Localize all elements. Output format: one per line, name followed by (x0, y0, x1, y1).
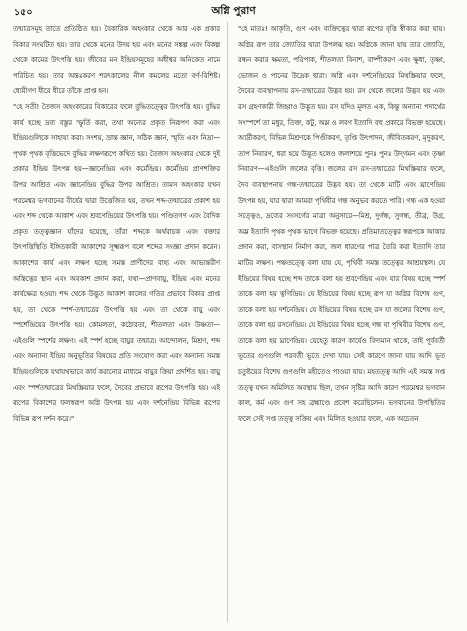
paragraph: তন্মাত্রসমূহ তাতে প্রতিষ্ঠিত হয়। বৈকারিক অহংকার থেকে আর এক প্রকার বিকার সংঘটিত হয়। তার থেকে মনের উদয় হয় এবং মনের সঙ্কল্প এবং বিকল্প থেকে কামের উৎপত্তি হয়। জীবের মন ইন্দ্রিয়সমূহের অধীশ্বর অনিকেত নামে পরিচিত হয়। তার অন্তঃকরণ শরৎকালের নীল কমলের মতো বর্ণ-বিশিষ্ট। ধ্যেয়ীগণ ধীরে ধীরে তাঁকে প্রাপ্ত হন। (13, 25, 220, 96)
running-title: অগ্নি পুরাণ (211, 5, 256, 17)
paragraph: "হে সতী! তৈজস অহংকারের বিকারের ফলে বুদ্ধিতত্ত্বের উৎপত্তি হয়। বুদ্ধির কার্য হচ্ছে দ্রব্য বস্তুর স্ফূর্তি করা, তথা অন্যের প্রকৃত নিরূপণ করা এবং ইন্দ্রিয়গুলিকে সাহায্য করা। সংশয়, ভ্রান্ত জ্ঞান, সঠিক জ্ঞান, স্মৃতি এবং নিদ্রা—পৃথক পৃথক বৃত্তিভেদে বুদ্ধির লক্ষণরূপে কথিত হয়। তৈজস অহংকার থেকে দুই প্রকার ইন্দ্রিয় উৎপন্ন হয়—জ্ঞানেন্দ্রিয় এবং কর্মেন্দ্রিয়। কর্মেন্দ্রিয় প্রাণশক্তির উপর আশ্রিত এবং জ্ঞানেন্দ্রিয় বুদ্ধির উপর আশ্রিত। তামস অহংকার যখন পরমেশ্বর ভগবানের বীর্যের দ্বারা উত্তেজিত হয়, তখন শব্দ-তন্মাত্রের প্রকাশ হয় এবং শব্দ থেকে আকাশ এবং শ্রবণেন্দ্রিয়ের উৎপত্তি হয়। পণ্ডিতগণ এবং বৈদিক প্রকৃত তত্ত্বজ্ঞান যাঁদের হয়েছে, তাঁরা শব্দকে অর্থবাচক এবং বক্তার উৎপত্তিস্থিতি ইঙ্গিতকারী আকাশের সূক্ষ্মরূপ বলে শব্দের সংজ্ঞা প্রদান করেন। আকাশের কার্য এবং লক্ষণ হচ্ছে সমস্ত প্রাণীদের বাহ্য এবং আভ্যন্তরীণ অস্তিত্বের স্থান এবং অবকাশ প্রদান করা, যথা—প্রাণবায়ু, ইন্দ্রিয় এবং মনের কার্যক্ষেত্র হওয়া। শব্দ থেকে উদ্ভূত আকাশ কালের গতির প্রভাবে বিকার প্রাপ্ত হয়, তা থেকে স্পর্শ-তন্মাত্রের উৎপত্তি হয় এবং তা থেকে বায়ু এবং স্পর্শেন্দ্রিয়ের উৎপত্তি হয়। কোমলতা, কঠোরতা, শীতলতা এবং উষ্ণতা—এইগুলি স্পর্শের লক্ষণ। এই স্পর্শ হচ্ছে বায়ুর তন্মাত্র। আন্দোলন, মিশ্রণ, শব্দ এবং অন্যান্য ইন্দ্রিয় অনুভূতির বিষয়ের প্রতি সংযোগ করা এবং অন্যান্য সমস্ত ইন্দ্রিয়গুলিকে যথাযথভাবে কার্য করানোর মাধ্যমে বায়ুর ক্রিয়া প্রদর্শিত হয়। বায়ু এবং স্পর্শতন্মাত্রের মিথস্ক্রিয়ার ফলে, দৈবের প্রভাবে রূপের উৎপত্তি হয়। এই রূপের বিকাশের ফলস্বরূপ অগ্নি উৎপন্ন হয় এবং দর্শনেন্দ্রিয় বিভিন্ন রূপের বিভিন্ন রূপ দর্শন করে।" (13, 102, 220, 423)
paragraph: "হে মাতঃ! আকৃতি, গুণ এবং ব্যক্তিত্বের দ্বারা রূপের বৃত্তি স্বীকার করা যায়। অগ্নির রূপ তার জ্যোতির দ্বারা উপলব্ধ হয়। অগ্নিকে জানা যায় তার জ্যোতি, রন্ধন করার ক্ষমতা, পরিপাক, শীতলতা বিনাশ, বাষ্পীকরণ এবং ক্ষুধা, তৃষ্ণা, ভোজন ও পানের উদ্রেক দ্বারা। অগ্নি এবং দর্শনেন্দ্রিয়ের মিথস্ক্রিয়ার ফলে, দৈবের ব্যবস্থাপনায় রস-তন্মাত্রের উদ্ভব হয়। রস থেকে জলের উদ্ভব হয় এবং রস গ্রহণকারী জিহ্বাও উদ্ভূত হয়। রস যদিও মূলত এক, কিন্তু অন্যান্য পদার্থের সংস্পর্শে তা মধুর, তিক্ত, কটু, অম্ল ও লবণ ইত্যাদি বহু প্রকারে বিভক্ত হয়েছে। আর্দ্রীকরণ, বিভিন্ন মিশ্রণকে পিণ্ডীকরণ, তৃপ্তি উৎপাদন, জীবিতকরণ, মৃদুকরণ, তাপ নিবারণ, ধরা হয়ে উদ্ভূত হলেও জলাশয়ে পুনঃ পুনঃ উদ্‌গমন এবং তৃষ্ণা নিবারণ—এইগুলি জলের বৃত্তি। জলের রস রস-তন্মাত্রের মিথস্ক্রিয়ার ফলে, দৈব ব্যবস্থাপনায় গন্ধ-তন্মাত্রের উদ্ভব হয়। তা থেকে মাটি এবং ঘ্রাণেন্দ্রিয় উৎপন্ন হয়, যার দ্বারা আমরা পৃথিবীর গন্ধ অনুভব করতে পারি। গন্ধ এক হওয়া সত্ত্বেও, দ্রব্যের সংসর্গের মাত্রা অনুসারে—মিশ্র, দুর্গন্ধ, সুগন্ধ, তীব্র, উগ্র, অম্ল ইত্যাদি পৃথক পৃথক ভাগে বিভক্ত হয়েছে। প্রতিমাতত্ত্বের স্বরূপকে আকার প্রদান করা, বাসস্থান নির্মাণ করা, জল ধারণের পাত্র তৈরি করা ইত্যাদি তার মাটির লক্ষণ। পঞ্চতত্ত্বে বলা যায় যে, পৃথিবী সমস্ত তত্ত্বের আশ্রয়স্থল। যে ইন্দ্রিয়ের বিষয় হচ্ছে শব্দ তাকে বলা হয় শ্রবণেন্দ্রিয় এবং যার বিষয় হচ্ছে স্পর্শ তাকে বলা হয় ত্বগিন্দ্রিয়। যে ইন্দ্রিয়ের বিষয় হচ্ছে রূপ যা অগ্নির বিশেষ গুণ, তাকে বলা হয় দর্শনেন্দ্রিয়। যে ইন্দ্রিয়ের বিষয় হচ্ছে রস যা জলের বিশেষ গুণ, তাকে বলা হয় রসনেন্দ্রিয়। যে ইন্দ্রিয়ের বিষয় হচ্ছে গন্ধ যা পৃথিবীর বিশেষ গুণ, তাকে বলা হয় ঘ্রাণেন্দ্রিয়। যেহেতু কারণ কার্যেও বিদ্যমান থাকে, তাই পূর্ববর্তী ভূতের গুণগুলি পরবর্তী ভূতে দেখা যায়। সেই কারণে জানা যায় আদি ভূত চতুষ্টয়ের বিশেষ গুণগুলি মহীতেও পাওয়া যায়। মহতত্ত্ব আদি এই সমস্ত সপ্ত তত্ত্ব যখন অমিলিত অবস্থায় ছিল, তখন সৃষ্টির আদি কারণ পরমেশ্বর ভগবান কাল, কর্ম এবং গুণ সহ ব্রহ্মাণ্ডে প্রবেশ করেছিলেন। ভগবানের উপস্থিতির ফলে সেই সপ্ত তত্ত্ব সক্রিয় এবং মিলিত হওয়ার ফলে, এক অচেতন (238, 25, 445, 423)
column-divider (227, 22, 228, 622)
page-header (0, 0, 467, 22)
left-text-column (13, 22, 220, 427)
right-text-column (238, 22, 445, 427)
page-number: ১৫০ (14, 7, 33, 18)
